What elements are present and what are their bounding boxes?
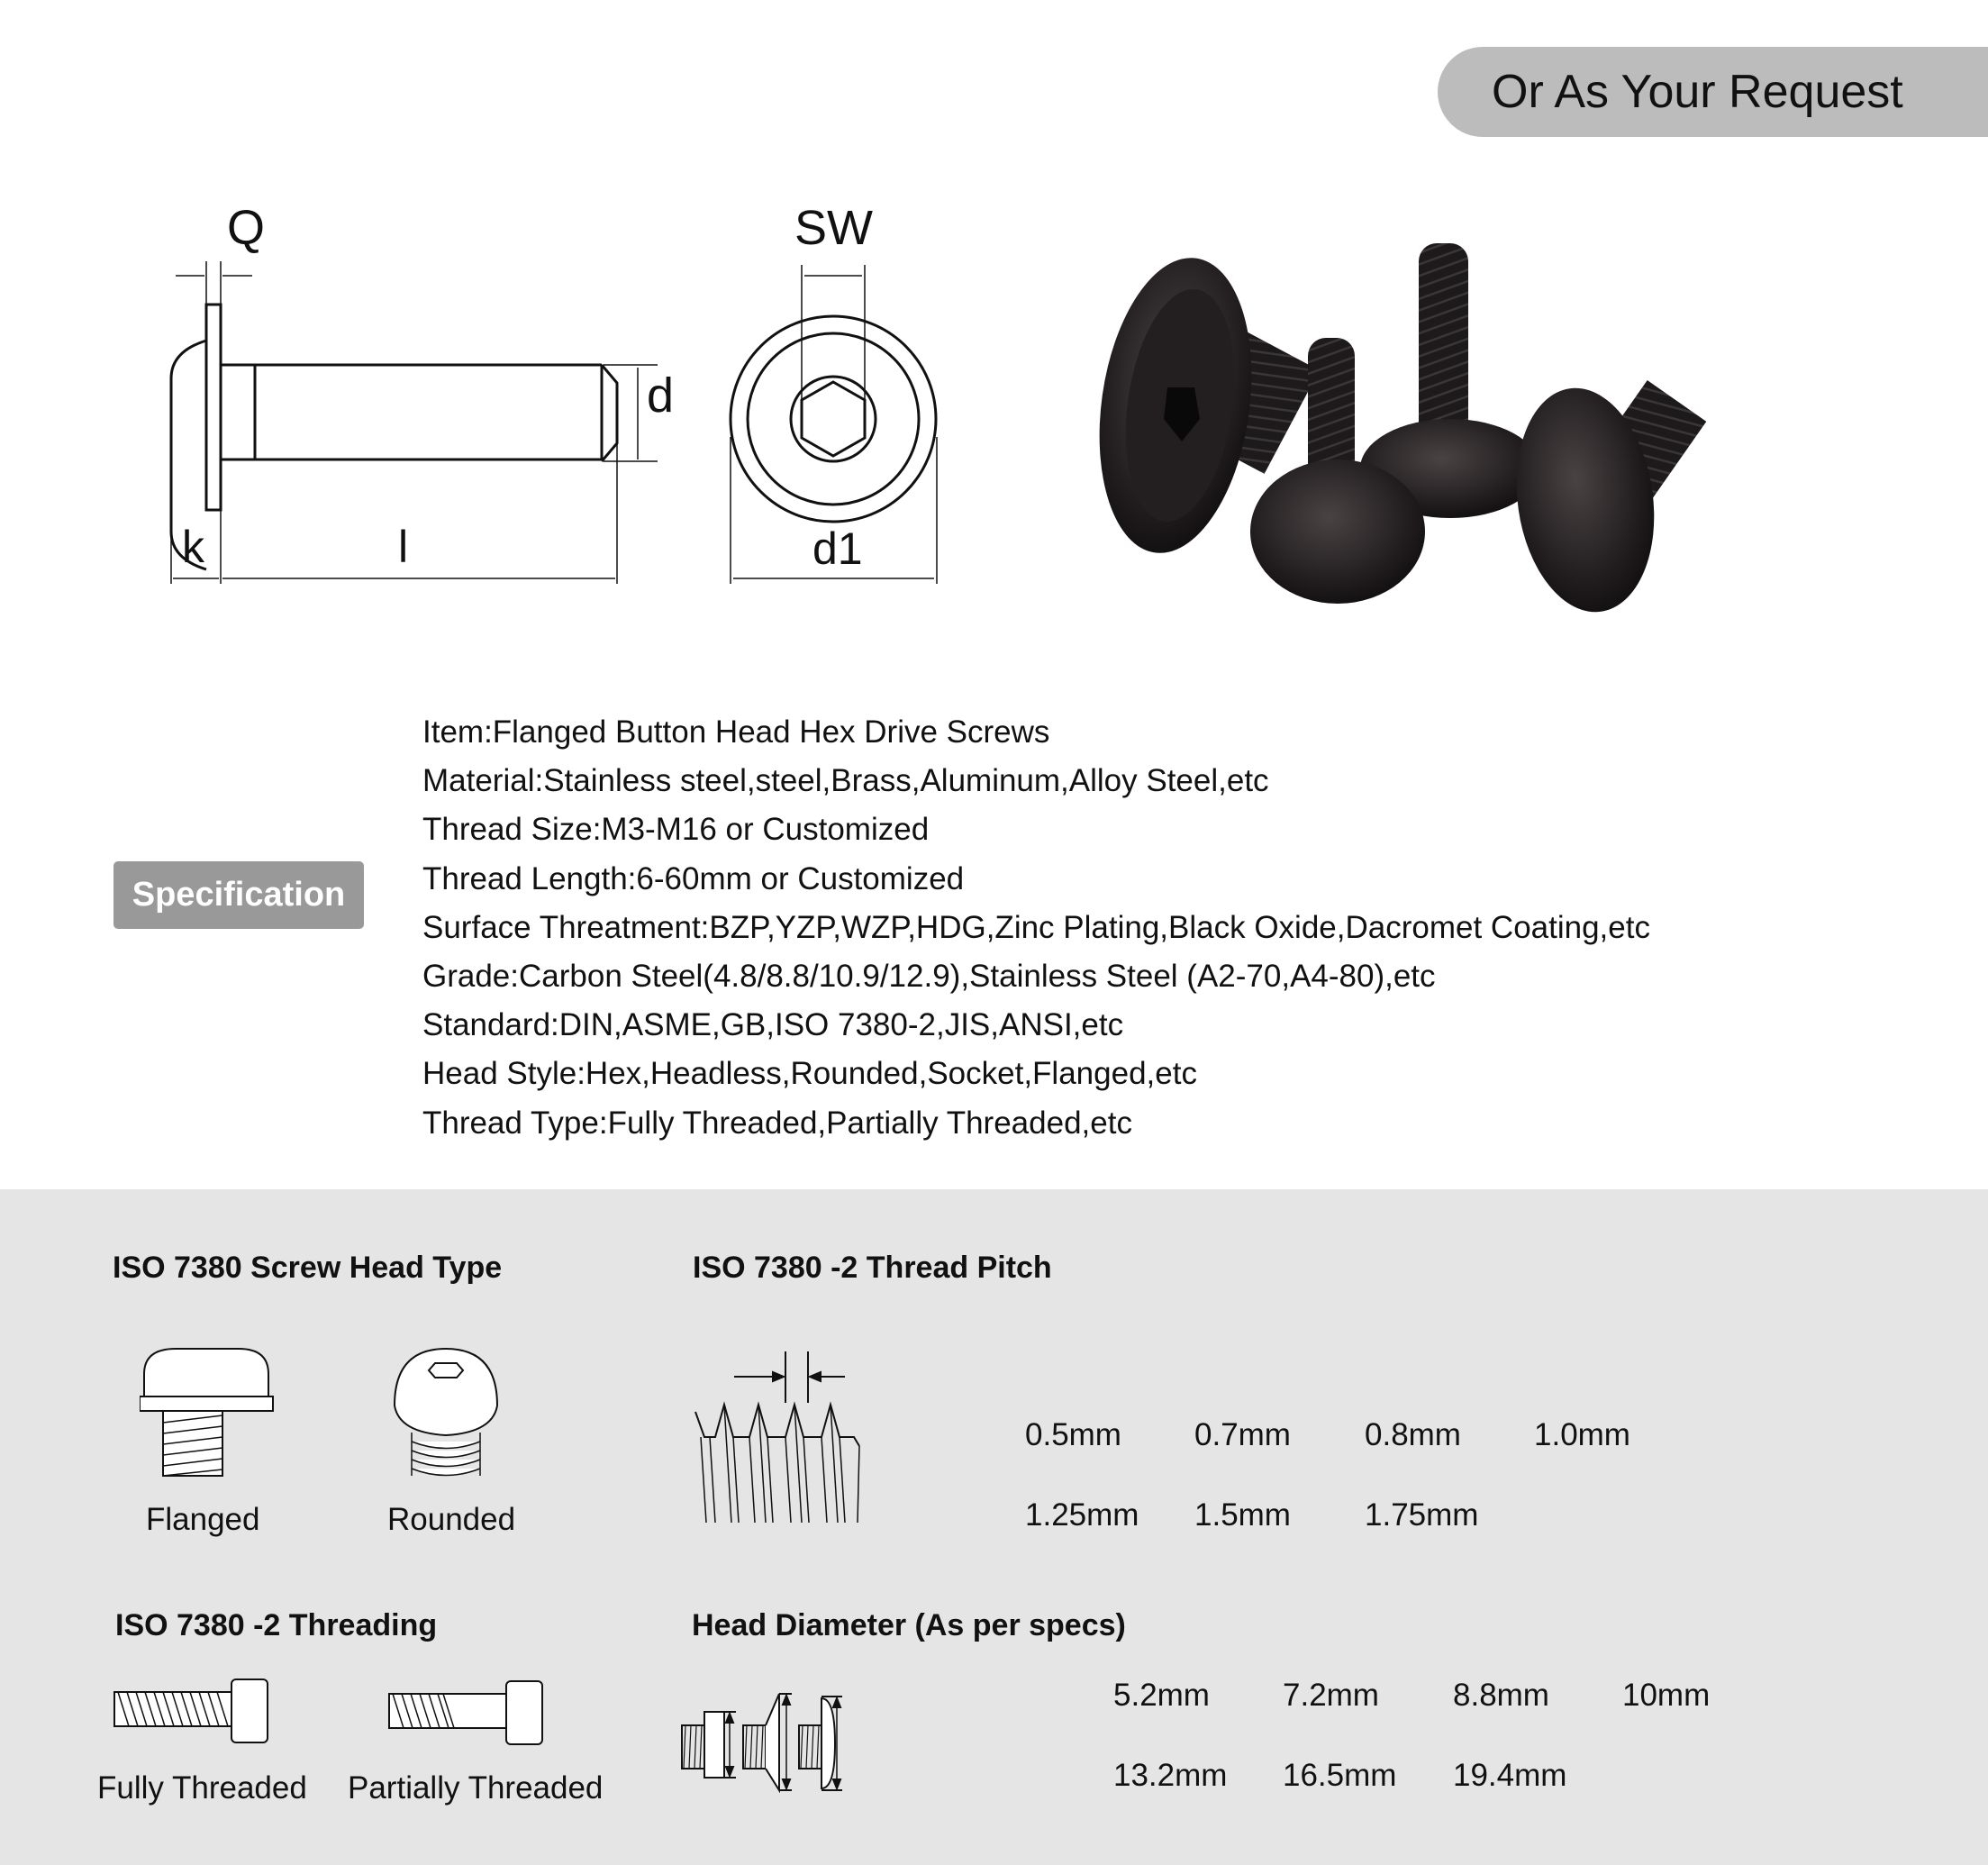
partially-threaded-label: Partially Threaded [348,1770,604,1806]
pitch-value: 0.5mm [1025,1417,1121,1452]
pitch-value: 1.25mm [1025,1497,1139,1533]
spec-material: Material:Stainless steel,steel,Brass,Aluminum,Alloy Steel,etc [422,763,1269,799]
thread-pitch-title: ISO 7380 -2 Thread Pitch [693,1251,1052,1285]
pitch-value: 1.5mm [1194,1497,1291,1533]
flanged-head-icon [140,1347,275,1478]
sw-label: SW [794,201,873,255]
product-photo [1081,225,1937,622]
spec-standard: Standard:DIN,ASME,GB,ISO 7380-2,JIS,ANSI,etc [422,1007,1124,1043]
top-view-drawing [721,201,955,595]
q-label: Q [227,201,266,255]
l-label: l [398,522,409,572]
specification-list [422,708,1650,1148]
pitch-value: 0.7mm [1194,1417,1291,1452]
pitch-value: 0.8mm [1365,1417,1461,1452]
specification-badge: Specification [113,861,364,929]
pitch-value: 1.75mm [1365,1497,1479,1533]
rounded-label: Rounded [387,1502,516,1537]
spec-surface-treatment: Surface Threatment:BZP,YZP,WZP,HDG,Zinc Plating,Black Oxide,Dacromet Coating,etc [422,909,1650,945]
head-diameter-value: 7.2mm [1283,1678,1379,1713]
fully-threaded-icon [113,1678,302,1746]
spec-thread-size: Thread Size:M3-M16 or Customized [422,812,930,848]
flanged-label: Flanged [146,1502,260,1537]
spec-thread-type: Thread Type:Fully Threaded,Partially Threaded,etc [422,1105,1132,1141]
spec-head-style: Head Style:Hex,Headless,Rounded,Socket,Flanged,etc [422,1056,1197,1092]
d1-label: d1 [812,523,863,574]
threading-title: ISO 7380 -2 Threading [115,1608,438,1642]
head-type-title: ISO 7380 Screw Head Type [113,1251,503,1285]
spec-thread-length: Thread Length:6-60mm or Customized [422,860,965,896]
head-diameter-value: 16.5mm [1283,1758,1397,1793]
fully-threaded-label: Fully Threaded [97,1770,307,1806]
pitch-value: 1.0mm [1534,1417,1630,1452]
banner-text: Or As Your Request [1492,66,1903,118]
spec-item: Item:Flanged Button Head Hex Drive Screws [422,714,1050,750]
head-diameter-value: 10mm [1622,1678,1711,1713]
head-diameter-value: 19.4mm [1453,1758,1567,1793]
head-diameter-value: 13.2mm [1113,1758,1228,1793]
d-label: d [647,368,675,423]
side-view-drawing [162,201,685,595]
thread-pitch-icon [694,1347,910,1527]
head-diameter-icons [680,1689,1058,1793]
request-banner [1438,47,1988,137]
head-diameter-value: 5.2mm [1113,1678,1210,1713]
head-diameter-title: Head Diameter (As per specs) [692,1608,1126,1642]
rounded-head-icon [392,1347,500,1478]
k-label: k [182,522,204,572]
spec-grade: Grade:Carbon Steel(4.8/8.8/10.9/12.9),Stainless Steel (A2-70,A4-80),etc [422,959,1436,995]
head-diameter-value: 8.8mm [1453,1678,1549,1713]
partially-threaded-icon [387,1678,576,1746]
